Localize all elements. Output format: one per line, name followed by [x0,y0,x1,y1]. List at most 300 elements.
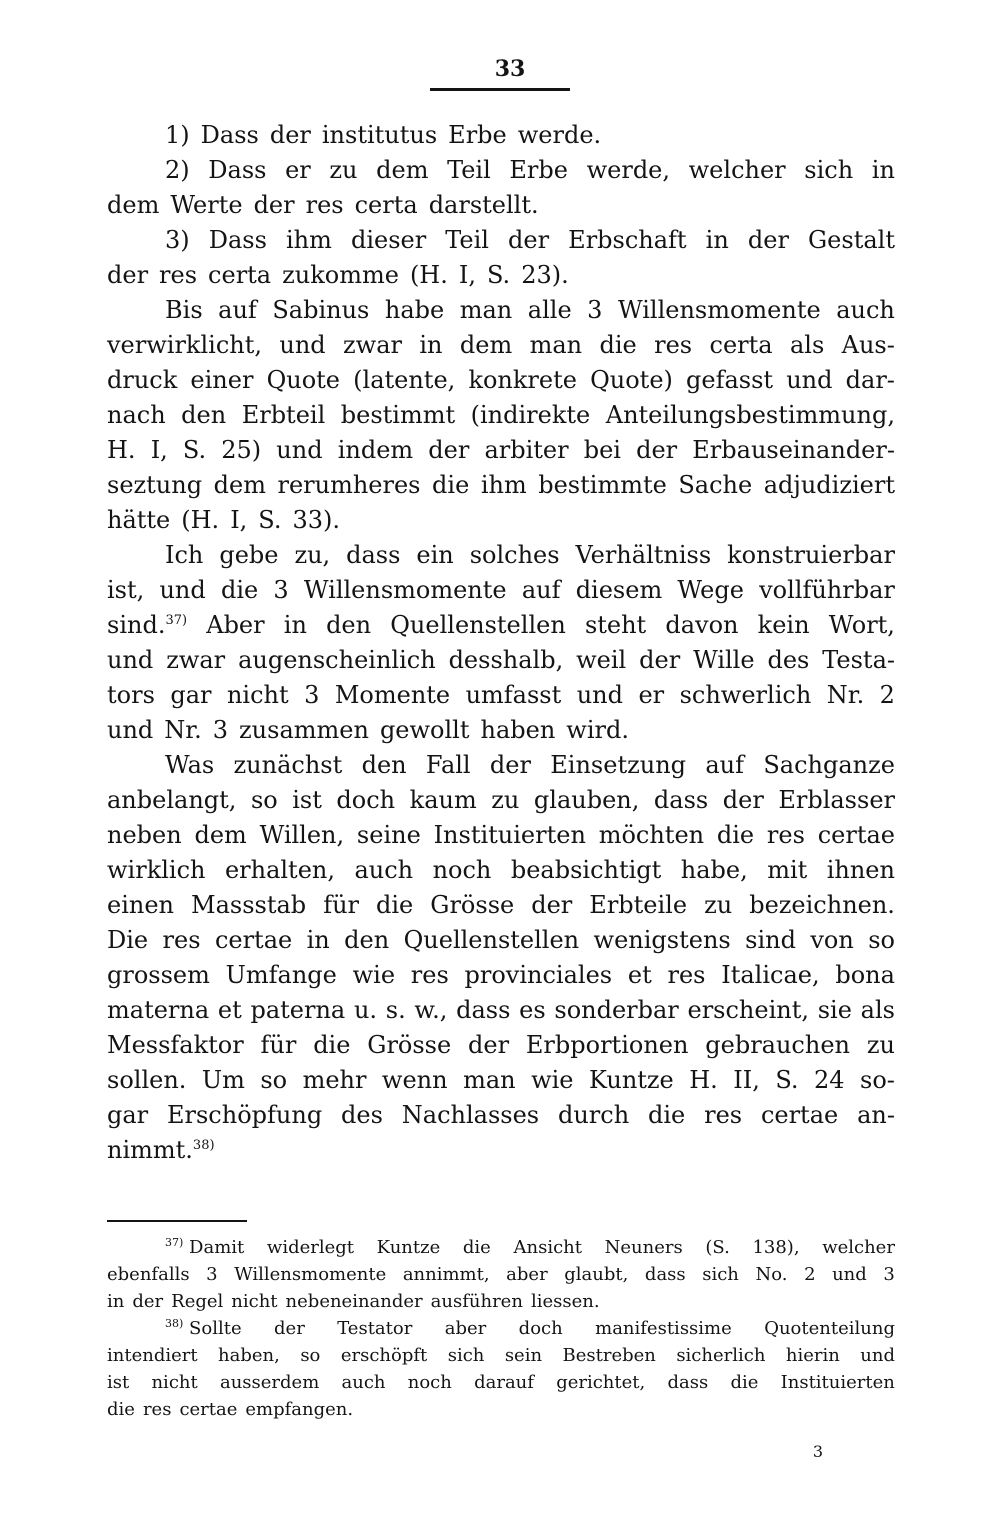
word: Instituierten [433,821,586,849]
word: provinciales [464,961,613,989]
word: kaum [409,786,477,814]
word: er [638,681,665,709]
word: 3 [587,296,603,324]
word: und [159,576,206,604]
text-line [107,1098,895,1133]
word: 2 [879,681,895,709]
text-line [107,293,895,328]
footnotes [107,1234,895,1423]
footnote-line [107,1396,895,1423]
word: konkrete [468,366,577,394]
word: beabsichtigt [510,856,662,884]
text-line [107,328,895,363]
word: paterna [250,996,346,1024]
word: dass [667,1372,709,1393]
word: s. [385,996,406,1024]
word: darstellt. [428,191,539,219]
word: (H. [409,261,448,289]
word: noch [407,1372,452,1393]
word: Einsetzung [550,751,687,779]
word: so [250,786,278,814]
word: materna [107,996,210,1024]
word: der [253,191,295,219]
footnote-line [107,1234,895,1261]
word: der [269,121,311,149]
word: der [639,646,681,674]
text-line [107,118,895,153]
word: arbiter [484,436,569,464]
word: druck [107,366,178,394]
word-group [165,1315,242,1342]
word: Erbschaft [568,226,687,254]
word: der [636,436,678,464]
word: wenigstens [593,926,731,954]
text-line [107,678,895,713]
word: zu [866,1031,895,1059]
word: intendiert [107,1345,198,1366]
word: ist [292,786,322,814]
word: und [276,436,323,464]
word: Nachlasses [401,1101,540,1129]
word: ebenfalls [107,1264,190,1285]
word: 23). [521,261,569,289]
word: res [667,961,706,989]
word: res [654,331,693,359]
word: ausführen [430,1291,523,1312]
word: Messfaktor [107,1031,244,1059]
word: in [306,926,330,954]
word: II, [733,1066,760,1094]
word: 33). [292,506,341,534]
word: die [716,821,755,849]
word: Wille [693,646,755,674]
word: Verhältniss [575,541,712,569]
word: von [810,926,854,954]
word: einer [190,366,254,394]
text-line [107,993,895,1028]
word: Quellenstellen [390,611,566,639]
text-line [107,223,895,258]
word: 3) [165,226,190,254]
word: zu [491,786,520,814]
word: et [627,961,652,989]
text-line [107,258,895,293]
text-line [107,783,895,818]
word: nebeneinander [285,1291,423,1312]
footnote-line [107,1261,895,1288]
word: 3 [883,1264,895,1285]
word: diesem [575,576,663,604]
word: dem [107,191,160,219]
word: augenscheinlich [238,646,436,674]
word: dem [194,821,247,849]
word: glaubt, [564,1264,629,1285]
word: Erblasser [778,786,895,814]
word: darauf [474,1372,534,1393]
text-line [107,853,895,888]
footnote-rule [107,1220,247,1222]
word: Fall [425,751,471,779]
word: H. [689,1066,718,1094]
word: sind [745,926,796,954]
word: haben [480,716,556,744]
word: dar- [845,366,895,394]
word: Testator [337,1318,413,1339]
text-line [107,748,895,783]
word: 24 [814,1066,845,1094]
text-line [107,923,895,958]
text-line [107,818,895,853]
word: der [747,226,789,254]
word: 3 [212,716,229,744]
word: doch [518,1318,563,1339]
footnote-line [107,1369,895,1396]
word: und [832,1264,867,1285]
footnote-line [107,1288,895,1315]
word: konstruierbar [727,541,895,569]
word: dieser [350,226,427,254]
word: sein [504,1345,543,1366]
word: sich [447,1345,485,1366]
word: Erbteil [241,401,326,429]
word: auch [341,1372,386,1393]
word: durch [557,1101,630,1129]
word: in [419,331,443,359]
text-line [107,538,895,573]
word: zukomme [282,261,399,289]
word: nach [107,401,166,429]
word: der [508,226,550,254]
word: res [704,1101,743,1129]
word: bestimmt [340,401,456,429]
word: Werte [170,191,243,219]
word: No. [755,1264,788,1285]
word: institutus [321,121,438,149]
word: Sache [678,471,753,499]
word: wie [352,961,396,989]
word: zwar [343,331,402,359]
word: solches [469,541,560,569]
word: erschöpft [340,1345,428,1366]
word: er [285,156,311,184]
word: dass [644,1264,686,1285]
word: und [576,681,623,709]
word: ihnen [826,856,895,884]
word: Dass [208,226,267,254]
text-line [107,1063,895,1098]
word: es [519,996,546,1024]
word: desshalb, [448,646,564,674]
word: 138), [752,1237,800,1258]
word: liessen. [530,1291,600,1312]
word: der [274,1318,305,1339]
word: auf [521,576,561,604]
word: aber [444,1318,487,1339]
footnote-line [107,1342,895,1369]
word: die [648,1101,686,1129]
word: grossem [107,961,210,989]
word: davon [665,611,739,639]
word: Umfange [225,961,337,989]
word: Nr. [826,681,865,709]
word: dem [376,156,429,184]
word: Bestreben [562,1345,656,1366]
word: mit [767,856,808,884]
word: certae [214,926,293,954]
word: sonderbar [554,996,679,1024]
word: so [300,1345,321,1366]
word: Ich [165,541,204,569]
word: empfangen. [245,1399,354,1420]
word: wenn [381,1066,448,1094]
word: Sollte [189,1318,242,1339]
word: sich [702,1264,739,1285]
word: nicht [231,1291,278,1312]
word: der [531,891,573,919]
word: den [181,401,227,429]
word: 3 [273,576,289,604]
word: mehr [302,1066,367,1094]
word: erscheint, [687,996,809,1024]
word: Quote) [590,366,673,394]
word: die [220,576,259,604]
word: anbelangt, [107,786,237,814]
word: certa [709,331,773,359]
word: Was [165,751,215,779]
word: Grösse [367,1031,452,1059]
word: res [410,961,449,989]
word: ist, [107,576,145,604]
word: so [260,1066,288,1094]
word: aber [506,1264,548,1285]
word: steht [584,611,647,639]
word: Dass [208,156,267,184]
word: den [361,751,407,779]
word: Damit [189,1237,245,1258]
word: Erschöpfung [167,1101,323,1129]
word: S. [258,506,282,534]
word: Willensmomente [234,1264,387,1285]
footnote-marker: 37) [165,1236,184,1249]
word: und [786,366,833,394]
word: und [279,331,326,359]
word: der [428,436,470,464]
word: auf [218,296,257,324]
word: auch [354,856,414,884]
word: Massstab [191,891,307,919]
word: (latente, [353,366,456,394]
word: res [162,926,201,954]
word: dass [346,541,401,569]
word: werde, [586,156,671,184]
word: als [789,331,825,359]
text-line [107,958,895,993]
word-group [165,1234,244,1261]
word: so [868,926,895,954]
word: als [860,996,895,1024]
word: man [463,1066,516,1094]
text-line [107,188,895,223]
word: et [217,996,242,1024]
word: einen [107,891,174,919]
word: Erbauseinander- [692,436,895,464]
text-line [107,468,895,503]
word: des [341,1101,383,1129]
text-line [107,888,895,923]
text-line [107,398,895,433]
word: in [107,1291,125,1312]
word: in [705,226,729,254]
word: der [107,261,149,289]
word: Wege [677,576,744,604]
word: H. [107,436,136,464]
word: die [462,1237,491,1258]
header-rule [430,88,570,91]
word: sicherlich [676,1345,766,1366]
word: certae [760,1101,839,1129]
word: die [730,1372,759,1393]
word: wie [531,1066,574,1094]
word: für [323,891,359,919]
word: alle [527,296,572,324]
word: Aber [206,611,265,639]
word: verwirklicht, [107,331,262,359]
word: Die [107,926,149,954]
footnote-reference: 37) [165,613,188,628]
word: I, [458,261,476,289]
word: Bis [165,296,203,324]
word: gebrauchen [705,1031,850,1059]
word: res [159,261,198,289]
word: habe [384,296,445,324]
word: hätte [107,506,171,534]
word: welcher [822,1237,895,1258]
word: Willen, [259,821,345,849]
word: der [489,751,531,779]
word: die [599,331,637,359]
word: werde. [517,121,602,149]
word: Sabinus [272,296,370,324]
word: man [459,296,513,324]
word: Willensmomente [617,296,821,324]
word: u. [353,996,378,1024]
word: Quote [266,366,341,394]
text-line [107,1028,895,1063]
word: certa [208,261,272,289]
word: neben [107,821,182,849]
word: indem [337,436,414,464]
word: w., [414,996,448,1024]
word: doch [336,786,396,814]
word: gefasst [686,366,774,394]
word: vollführbar [759,576,895,604]
word-group [107,1133,215,1168]
word: certae [817,821,895,849]
word: 3 [206,1264,218,1285]
word: haben, [218,1345,280,1366]
word: so- [860,1066,895,1094]
word: ihm [285,226,332,254]
word: gewollt [379,716,470,744]
word: rerumheres [277,471,421,499]
word: Neuners [604,1237,683,1258]
word: ist [107,1372,130,1393]
main-text [107,118,895,1168]
word: nimmt. [107,1136,193,1164]
word: sollen. [107,1066,187,1094]
word: den [326,611,372,639]
word: und [860,1345,895,1366]
word: die [432,471,470,499]
word: Instituierten [780,1372,895,1393]
word: ein [416,541,454,569]
word: Sachganze [763,751,895,779]
word: res [305,191,344,219]
word: gerichtet, [556,1372,646,1393]
word: Ansicht [513,1237,582,1258]
word: Nr. [164,716,202,744]
word: S. [486,261,511,289]
word: schwerlich [679,681,812,709]
word: Wort, [828,611,895,639]
word: 2) [165,156,190,184]
word: (S. [705,1237,730,1258]
word: auf [705,751,744,779]
word: zwar [166,646,226,674]
word: in [283,611,307,639]
word: seine [356,821,421,849]
word: Anteilungsbestimmung, [605,401,895,429]
word: erhalten, [224,856,335,884]
word: gar [170,681,212,709]
word: sind. [107,611,166,639]
word: weil [576,646,627,674]
word: zu [704,891,733,919]
signature-mark: 3 [812,1442,824,1461]
word: auch [836,296,895,324]
word: Kuntze [376,1237,441,1258]
word: Um [201,1066,245,1094]
word: S. [775,1066,799,1094]
text-line [107,153,895,188]
word: Teil [447,156,491,184]
word: Italicae, [721,961,820,989]
word: welcher [688,156,786,184]
text-line [107,573,895,608]
word: sich [804,156,854,184]
word: (H. [181,506,220,534]
word: zu, [294,541,331,569]
word: die [376,891,414,919]
word: nicht [226,681,289,709]
footnote-marker: 38) [165,1317,184,1330]
word: man [529,331,583,359]
word: S. [182,436,207,464]
word: wird. [566,716,629,744]
word: I, [150,436,168,464]
word: Momente [334,681,451,709]
word: in [871,156,895,184]
word: zunächst [233,751,343,779]
word: den [344,926,390,954]
text-line [107,503,895,538]
word: seztung [107,471,203,499]
word: 25) [221,436,262,464]
word: nicht [151,1372,198,1393]
word: der [468,1031,510,1059]
word: Erbe [509,156,568,184]
word: res [142,1399,172,1420]
